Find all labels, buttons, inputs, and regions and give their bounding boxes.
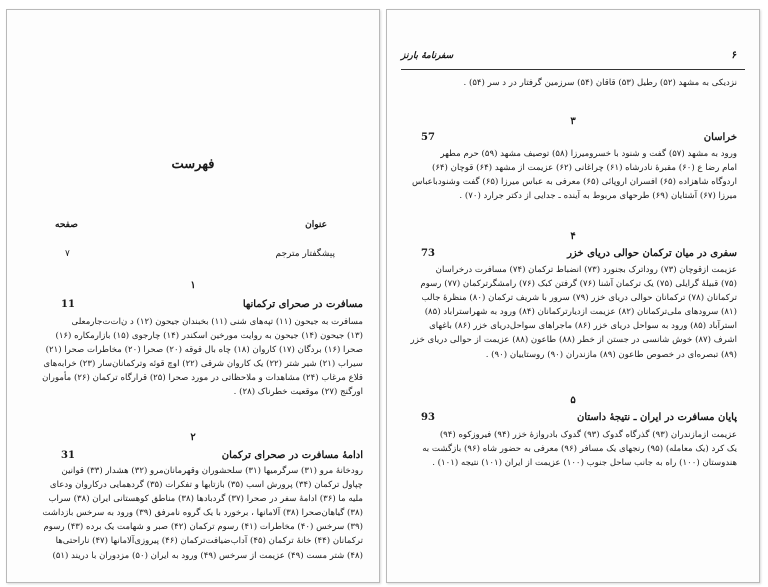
page-number: ۶ (731, 50, 737, 61)
contents-line: ترکمانان (۴۴) خانهٔ ترکمان (۴۵) آداب‌ضیافت‌ترکمان (۴۶) پیروزی‌آلامانها (۴٧) ناراحتی‌ها (55, 536, 363, 547)
toc-intro-page: ۷ (65, 249, 70, 259)
chapter-title: ادامهٔ مسافرت در صحرای ترکمان (221, 450, 363, 461)
chapter-title: خراسان (703, 132, 737, 143)
right-page (386, 9, 760, 583)
running-head: سفرنامهٔ بارنز (401, 51, 454, 61)
chapter-contents (29, 315, 363, 400)
contents-line: قلاع مرغاب (٢۴) مشاهدات و ملاحظاتی در مورد صحرا (٢۵) قرارگاه ترکمان (٢۶) مأموران (42, 373, 363, 384)
contents-line: یک کرد (یک معامله) (٩۵) رنجهای یک مسافر (٩۶) معرفی به حضور شاه (٩۶) بازگشت به (422, 444, 737, 455)
chapter-title: پایان مسافرت در ایران ـ نتیجهٔ داستان (577, 412, 737, 423)
chapter-contents (401, 263, 737, 362)
chapter-title: سفری در میان ترکمان حوالی دریای خزر (567, 248, 737, 259)
contents-line: مسافرت به جیحون (١١) تپه‌های شنی (١١) بخبندان جیحون (١٢) د ن‌ا‌ت‌ت‌جار‌معلی (71, 317, 363, 327)
contents-line: (١٣) جیحون (١۴) جیحون به روایت مورخین اسکندر (١۴) چارجوی (١۵) بازارمکاره (١۶) (55, 331, 363, 342)
chapter-number: ۴ (570, 231, 576, 242)
toc-intro-title: پیشگفتار مترجم (275, 249, 335, 259)
contents-line: چپاول ترکمان (٣۴) پرورش اسب (٣۵) بازتابها و تفکرات (٣۵) گردهمایی درکاروان ودعای (49, 480, 363, 491)
contents-line: عزیمت ازقوچان (٧٣) روداترک بجنورد (٧٣) انضباط ترکمان (٧۴) مسافرت درخراسان (435, 265, 737, 275)
contents-line: سیراب (٢١) شیر شتر (٢٢) یک کاروان شرقی (٢٢) اوچ قوئه وترکمانان‌سار (٢٣) خرابه‌های (43, 359, 363, 370)
chapter-contents (401, 428, 737, 470)
contents-line: استرآباد (٨۵) ورود به سواحل دریای خزر (٨۶) ماجراهای سواحل‌دریای خزر (٨۶) باغهای (429, 321, 737, 332)
contents-line: ملیه ما (٣۶) ادامهٔ سفر در صحرا (٣٧) گردبادها (٣٨) مناطق کوهستانی ایران (٣٨) سراب (48, 494, 363, 505)
chapter-number: ۵ (570, 395, 576, 406)
continued-contents (401, 76, 737, 90)
contents-line: امام رضا ع (۶٠) مقبرهٔ نادرشاه (۶١) چراغانی (۶٢) عزیمت از مشهد (۶۴) قوچان (۶۴) (431, 163, 737, 174)
column-header-title: عنوان (305, 220, 327, 230)
contents-line: اورگنج (٢٧) موقعیت خطرناک (٢٨) . (233, 387, 363, 398)
chapter-contents (29, 464, 363, 563)
contents-line: ترکمانان (٧٨) ترکمانان حوالی دریای خزر (٧٩) سرور با شریف ترکمان (٨٠) منظرهٔ جالب (421, 293, 737, 304)
chapter-page: 11 (61, 299, 75, 310)
contents-line: (٧۵) قبیلهٔ گرایلی (٧۵) یک ترکمان آشنا (٧۶) گرفتن کبک (٧۶) رامشگرترکمان (٧٧) رسوم (420, 279, 737, 290)
contents-line: اردوگاه شاهزاده (۶۵) افسران اروپائی (۶۵) معرفی به عباس میرزا (۶۵) گفت وشنودباعباس (411, 177, 737, 188)
contents-line: صحرا (١۶) بردگان (١٧) کاروان (١٨) چاه بال قوقه (٢٠) صحرا (٢٠) مخاطرات صحرا (٢١) (45, 345, 363, 356)
contents-line: رودخانهٔ مرو (٣١) سرگرمیها (٣١) سلحشوران وقهرمانان‌مرو (٣٢) هشدار (٣٣) قوانین (61, 466, 363, 476)
contents-line: (٨٩) تبصره‌ای در خصوص طاعون (٨٩) مازندران (٩٠) روستاییان (٩٠) . (485, 349, 737, 360)
header-rule (401, 69, 745, 70)
contents-line: هندوستان (١٠٠) راه به جانب ساحل جنوب (١٠٠) عزیمت از ایران (١٠١) نتیجه (١٠١) . (432, 458, 737, 469)
contents-line: عزیمت ازمازندران (٩٣) گذرگاه گدوک (٩٣) گدوک بادروازهٔ خزر (٩۴) فیروزکوه (٩۴) (439, 430, 737, 440)
contents-line: اشرف (٨٧) خوش شانسی در جستن از خطر (٨٨) طاعون (٨٨) عزیمت از حوالی دریای خزر (410, 335, 737, 346)
contents-line: میرزا (۶٧) آشتایان (۶٩) طرحهای مربوط به آینده ـ جدایی از دکتر جرارد (٧٠) . (459, 191, 737, 202)
column-header-page: صفحه (55, 220, 78, 230)
chapter-page: 93 (421, 412, 435, 423)
contents-line: ورود به مشهد (۵٧) گفت و شنود با خسرومیرزا (۵٨) توصیف مشهد (۵٩) حرم مطهر (440, 149, 737, 159)
chapter-page: 57 (421, 132, 435, 143)
contents-line: نزدیکی به مشهد (۵٢) رطیل (۵٣) قاقان (۵۴) سرزمین گرفتار در د سر (۵۴) . (463, 78, 737, 88)
contents-line: (۴٨) شتر مست (۴٩) عزیمت از سرخس (۴٩) ورود به ایران (۵٠) مزدوران با دریند (۵١) (52, 550, 363, 561)
chapter-page: 31 (61, 450, 75, 461)
page-title: فهرست (171, 157, 215, 172)
chapter-number: ۲ (190, 432, 196, 443)
left-page (6, 9, 380, 583)
chapter-title: مسافرت در صحرای ترکمانها (242, 299, 363, 310)
contents-line: (٨١) سرودهای ملی‌ترکمانان (٨٢) عزیمت ازدیارترکمانان (٨۴) ورود به شهراستراباد (٨۵) (424, 307, 737, 318)
contents-line: (٣٨) گیاهان‌صحرا (٣٨) آلامانها ، برخورد با یک گروه نامرفق (٣٩) ورود به سرخس بازداشت (42, 508, 363, 519)
chapter-number: ۱ (190, 280, 196, 291)
contents-line: (٣٩) سرخس (۴٠) مخاطرات (۴١) رسوم ترکمان (۴٢) صبر و شهامت یک برده (۴٣) رسوم (43, 522, 363, 533)
chapter-page: 73 (421, 248, 435, 259)
chapter-contents (401, 147, 737, 203)
chapter-number: ۳ (570, 116, 576, 127)
